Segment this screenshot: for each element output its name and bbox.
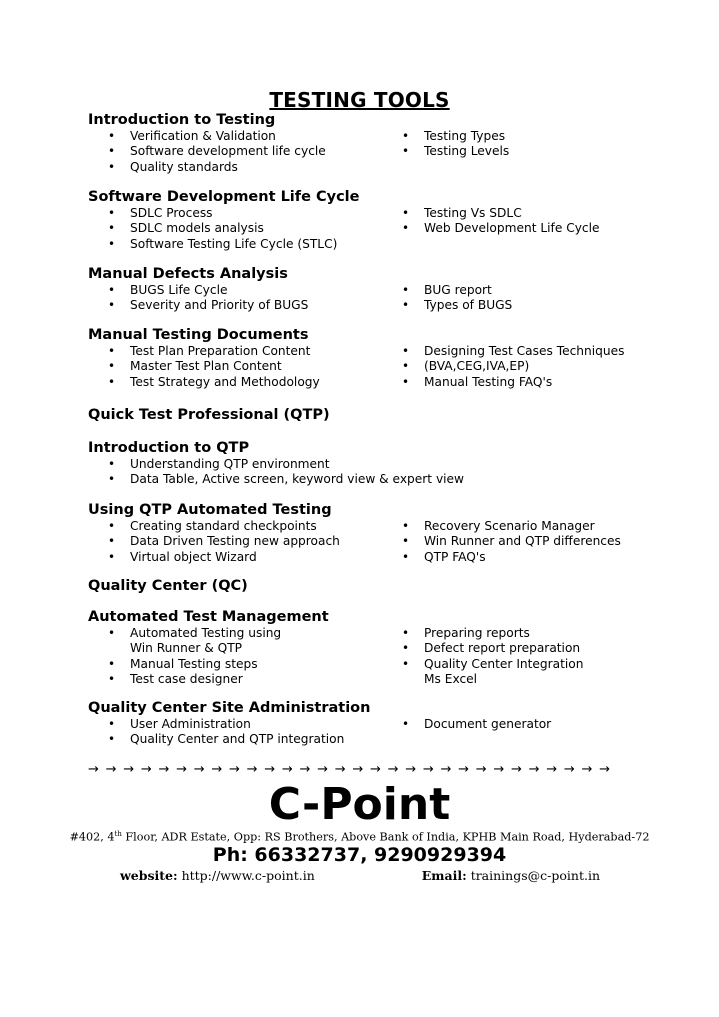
list-item: • Quality standards [108,160,384,175]
section-heading: Quality Center Site Administration [88,700,371,716]
list-item: • Win Runner and QTP differences [402,534,644,549]
list-item: • Testing Vs SDLC [402,206,644,221]
website-link[interactable]: http://www.c-point.in [181,868,315,883]
list-item: • Software development life cycle [108,144,384,159]
list-item: • SDLC Process [108,206,384,221]
list-item: • Test Strategy and Methodology [108,375,384,390]
brand-name: C-Point [268,779,451,830]
section-qtp [88,406,648,424]
list-item: • Virtual object Wizard [108,550,384,565]
section-qc-site-administration [88,699,648,748]
email-label: Email: [421,868,467,883]
list-item: • Testing Levels [402,144,644,159]
list-item: • Test Plan Preparation Content [108,344,384,359]
list-item: • Types of BUGS [402,298,644,313]
address [0,830,719,844]
email-link[interactable]: trainings@c-point.in [470,868,600,883]
list-item: • Software Testing Life Cycle (STLC) [108,237,384,252]
list-item: • Creating standard checkpoints [108,519,384,534]
section-heading: Automated Test Management [88,609,329,625]
section-introduction-to-testing [88,111,648,175]
website-label: website: [120,868,178,883]
list-item: • Testing Types [402,129,644,144]
list-item: • BUGS Life Cycle [108,283,384,298]
section-heading: Manual Testing Documents [88,327,309,343]
list-item: • Defect report preparation [402,641,644,656]
list-item: • QTP FAQ's [402,550,644,565]
list-item: • Manual Testing FAQ's [402,375,644,390]
section-using-qtp [88,501,648,565]
website [120,868,315,883]
list-item: • Document generator [402,717,644,732]
arrow-divider: → → → → → → → → → → → → → → → → → → → → → → → → → → → → → → [88,762,612,777]
section-manual-testing-documents [88,326,648,390]
list-item: • User Administration [108,717,384,732]
section-introduction-to-qtp [88,439,648,488]
list-item: • Data Driven Testing new approach [108,534,384,549]
list-item: • Verification & Validation [108,129,384,144]
list-item: • (BVA,CEG,IVA,EP) [402,359,644,374]
section-heading: Manual Defects Analysis [88,266,288,282]
list-item: • Manual Testing steps [108,657,346,672]
list-item: • Automated Testing using Win Runner & QTP [108,626,300,657]
list-item: • Severity and Priority of BUGS [108,298,384,313]
section-automated-test-management [88,608,648,687]
section-heading: Quality Center (QC) [88,578,248,594]
address-sup: th [114,830,122,838]
list-item: • Quality Center Integration Ms Excel [402,657,604,688]
list-item: • Designing Test Cases Techniques [402,344,644,359]
list-item: • BUG report [402,283,644,298]
list-item: • Quality Center and QTP integration [108,732,384,747]
list-item: • Preparing reports [402,626,644,641]
section-heading: Introduction to Testing [88,112,276,128]
list-item: • Recovery Scenario Manager [402,519,644,534]
list-item: • Understanding QTP environment [108,457,648,472]
section-quality-center [88,577,648,595]
list-item: • Web Development Life Cycle [402,221,644,236]
email [422,868,600,883]
address-pre: #402, 4 [69,830,115,844]
address-post: Floor, ADR Estate, Opp: RS Brothers, Above Bank of India, KPHB Main Road, Hyderabad-72 [121,830,650,844]
section-manual-defects-analysis [88,265,648,314]
section-sdlc [88,188,648,252]
section-heading: Using QTP Automated Testing [88,502,332,518]
list-item: • Test case designer [108,672,346,687]
section-heading: Quick Test Professional (QTP) [88,407,330,423]
section-heading: Introduction to QTP [88,440,250,456]
list-item: • SDLC models analysis [108,221,384,236]
page-title: TESTING TOOLS [269,88,450,112]
contact-line [120,868,600,883]
list-item: • Master Test Plan Content [108,359,384,374]
phone-numbers: Ph: 66332737, 9290929394 [212,844,507,866]
list-item: • Data Table, Active screen, keyword view & expert view [108,472,648,487]
section-heading: Software Development Life Cycle [88,189,360,205]
